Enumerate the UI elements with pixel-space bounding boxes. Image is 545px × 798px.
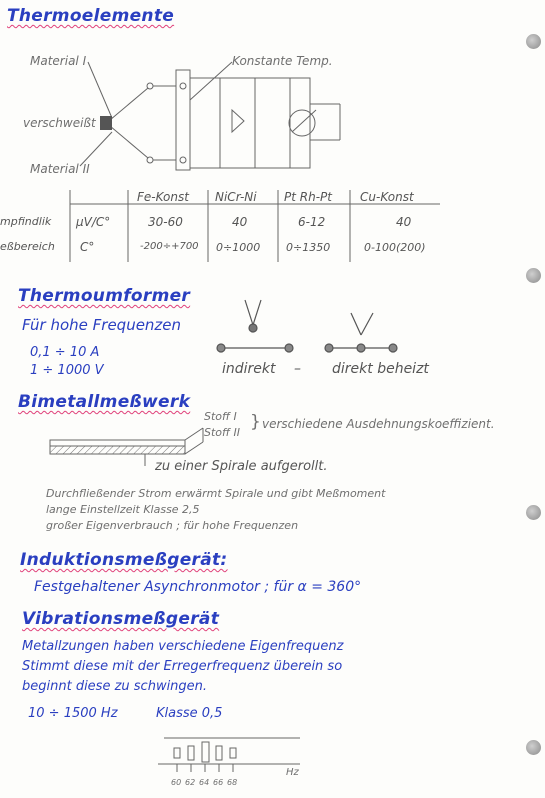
stoff-1-label: Stoff I — [204, 410, 237, 423]
bimetall-line: großer Eigenverbrauch ; für hohe Frequenzen — [46, 519, 299, 532]
punch-hole — [526, 740, 541, 755]
table-header: Pt Rh-Pt — [284, 190, 332, 204]
scale-tick: 62 — [185, 778, 196, 787]
table-cell: 0÷1000 — [216, 241, 261, 254]
table-header: Cu-Konst — [360, 190, 414, 204]
table-cell: 30-60 — [148, 215, 183, 229]
row-unit: C° — [80, 240, 95, 254]
umformer-line: 1 ÷ 1000 V — [30, 363, 104, 378]
thermoumformer-diagram — [205, 295, 405, 363]
heading-vibration: Vibrationsmeßgerät — [22, 609, 220, 629]
table-cell: 0-100(200) — [364, 241, 426, 254]
stoff-2-label: Stoff II — [204, 426, 240, 439]
ausdehnung-note: verschiedene Ausdehnungskoeffizient. — [262, 417, 495, 431]
vibration-range: 10 ÷ 1500 Hz — [28, 706, 118, 721]
heading-thermoelemente: Thermoelemente — [7, 6, 175, 26]
scale-tick: 60 — [171, 778, 182, 787]
vibration-line: beginnt diese zu schwingen. — [22, 679, 208, 694]
umformer-line: 0,1 ÷ 10 A — [30, 345, 100, 360]
table-cell: 0÷1350 — [286, 241, 331, 254]
table-header: NiCr-Ni — [215, 190, 257, 204]
vibration-line: Metallzungen haben verschiedene Eigenfrequenz — [22, 639, 344, 654]
umformer-line: Für hohe Frequenzen — [22, 316, 182, 334]
curly-brace: } — [250, 412, 261, 432]
direkt-label: direkt beheizt — [332, 361, 429, 377]
indirekt-label: indirekt — [222, 361, 276, 377]
table-header: Fe-Konst — [137, 190, 189, 204]
row-unit: μV/C° — [76, 215, 111, 229]
heading-bimetall: Bimetallmeßwerk — [18, 392, 191, 412]
table-cell: 40 — [232, 215, 248, 229]
row-label-messbereich: eßbereich — [0, 240, 55, 253]
row-label-empfindlichkeit: mpfindlik — [0, 215, 52, 228]
bimetall-line: Durchfließender Strom erwärmt Spirale und gibt Meßmoment — [46, 487, 386, 500]
spirale-note: zu einer Spirale aufgerollt. — [155, 459, 328, 474]
dash-separator: – — [294, 361, 301, 377]
table-cell: 6-12 — [298, 215, 326, 229]
hz-unit: Hz — [286, 767, 299, 778]
vibration-line: Stimmt diese mit der Erregerfrequenz überein so — [22, 659, 343, 674]
scale-tick: 66 — [213, 778, 224, 787]
konstante-temp-label: Konstante Temp. — [232, 54, 333, 68]
induktion-line: Festgehaltener Asynchronmotor ; für α = 360° — [34, 579, 362, 595]
bimetall-line: lange Einstellzeit Klasse 2,5 — [46, 503, 200, 516]
table-cell: 40 — [396, 215, 412, 229]
heading-induktion: Induktionsmeßgerät: — [20, 550, 228, 570]
verschweisst-label: verschweißt — [23, 116, 96, 130]
scale-tick: 68 — [227, 778, 238, 787]
scale-tick: 64 — [199, 778, 210, 787]
vibration-klasse: Klasse 0,5 — [156, 706, 223, 721]
table-cell: -200÷+700 — [140, 241, 199, 252]
material-2-label: Material II — [30, 162, 90, 176]
punch-hole — [526, 268, 541, 283]
punch-hole — [526, 34, 541, 49]
heading-thermoumformer: Thermoumformer — [18, 286, 191, 306]
punch-hole — [526, 505, 541, 520]
material-1-label: Material I — [30, 54, 87, 68]
